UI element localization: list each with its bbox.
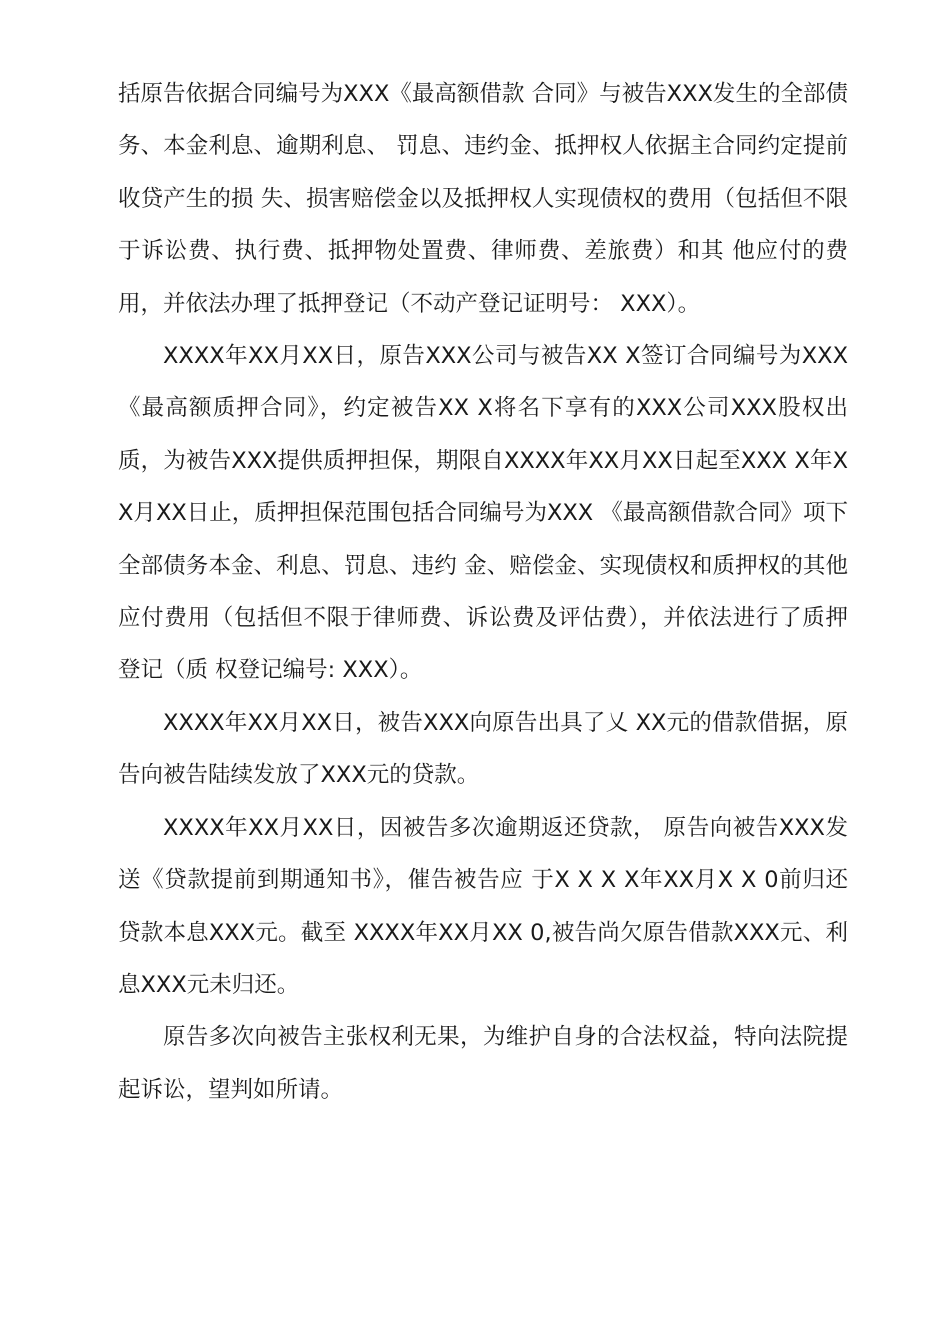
paragraph-early-maturity-notice: XXXX年XX月XX日，因被告多次逾期返还贷款， 原告向被告XXX发送《贷款提前到期通知书》，催告被告应 于X X X X年XX月X X 0前归还贷款本息XXX元。截至 XXXX年XX月XX 0,被告尚欠原告借款XXX元、利 息XXX元未归还。 xyxy=(118,814,848,998)
document-body xyxy=(118,68,848,1116)
paragraph-loan-receipt: XXXX年XX月XX日，被告XXX向原告出具了乂 XX元的借款借据，原告向被告陆续发放了XXX元的贷款。 xyxy=(118,709,848,789)
paragraph-mortgage-scope: 括原告依据合同编号为XXX《最高额借款 合同》与被告XXX发生的全部债务、本金利息、逾期利息、 罚息、违约金、抵押权人依据主合同约定提前收贷产生的损 失、损害赔偿金以及抵押权人实现债权的费用（包括但不限 于诉讼费、执行费、抵押物处置费、律师费、差旅费）和其 他应付的费用，并依法办理了抵押登记（不动产登记证明号： XXX）。 xyxy=(118,81,848,317)
paragraph-pledge-contract: XXXX年XX月XX日，原告XXX公司与被告XX X签订合同编号为XXX《最高额质押合同》，约定被告XX X将名下享有的XXX公司XXX股权出质，为被告XXX提供质押担保，期限自XXXX年XX月XX日起至XXX X年XX月XX日止，质押担保范围包括合同编号为XXX 《最高额借款合同》项下全部债务本金、利息、罚息、违约 金、赔偿金、实现债权和质押权的其他应付费用（包括但不限于律师费、诉讼费及评估费），并依法进行了质押登记（质 权登记编号: XXX）。 xyxy=(118,343,848,684)
paragraph-claim-request: 原告多次向被告主张权利无果，为维护自身的合法权益，特向法院提起诉讼，望判如所请。 xyxy=(118,1024,848,1103)
